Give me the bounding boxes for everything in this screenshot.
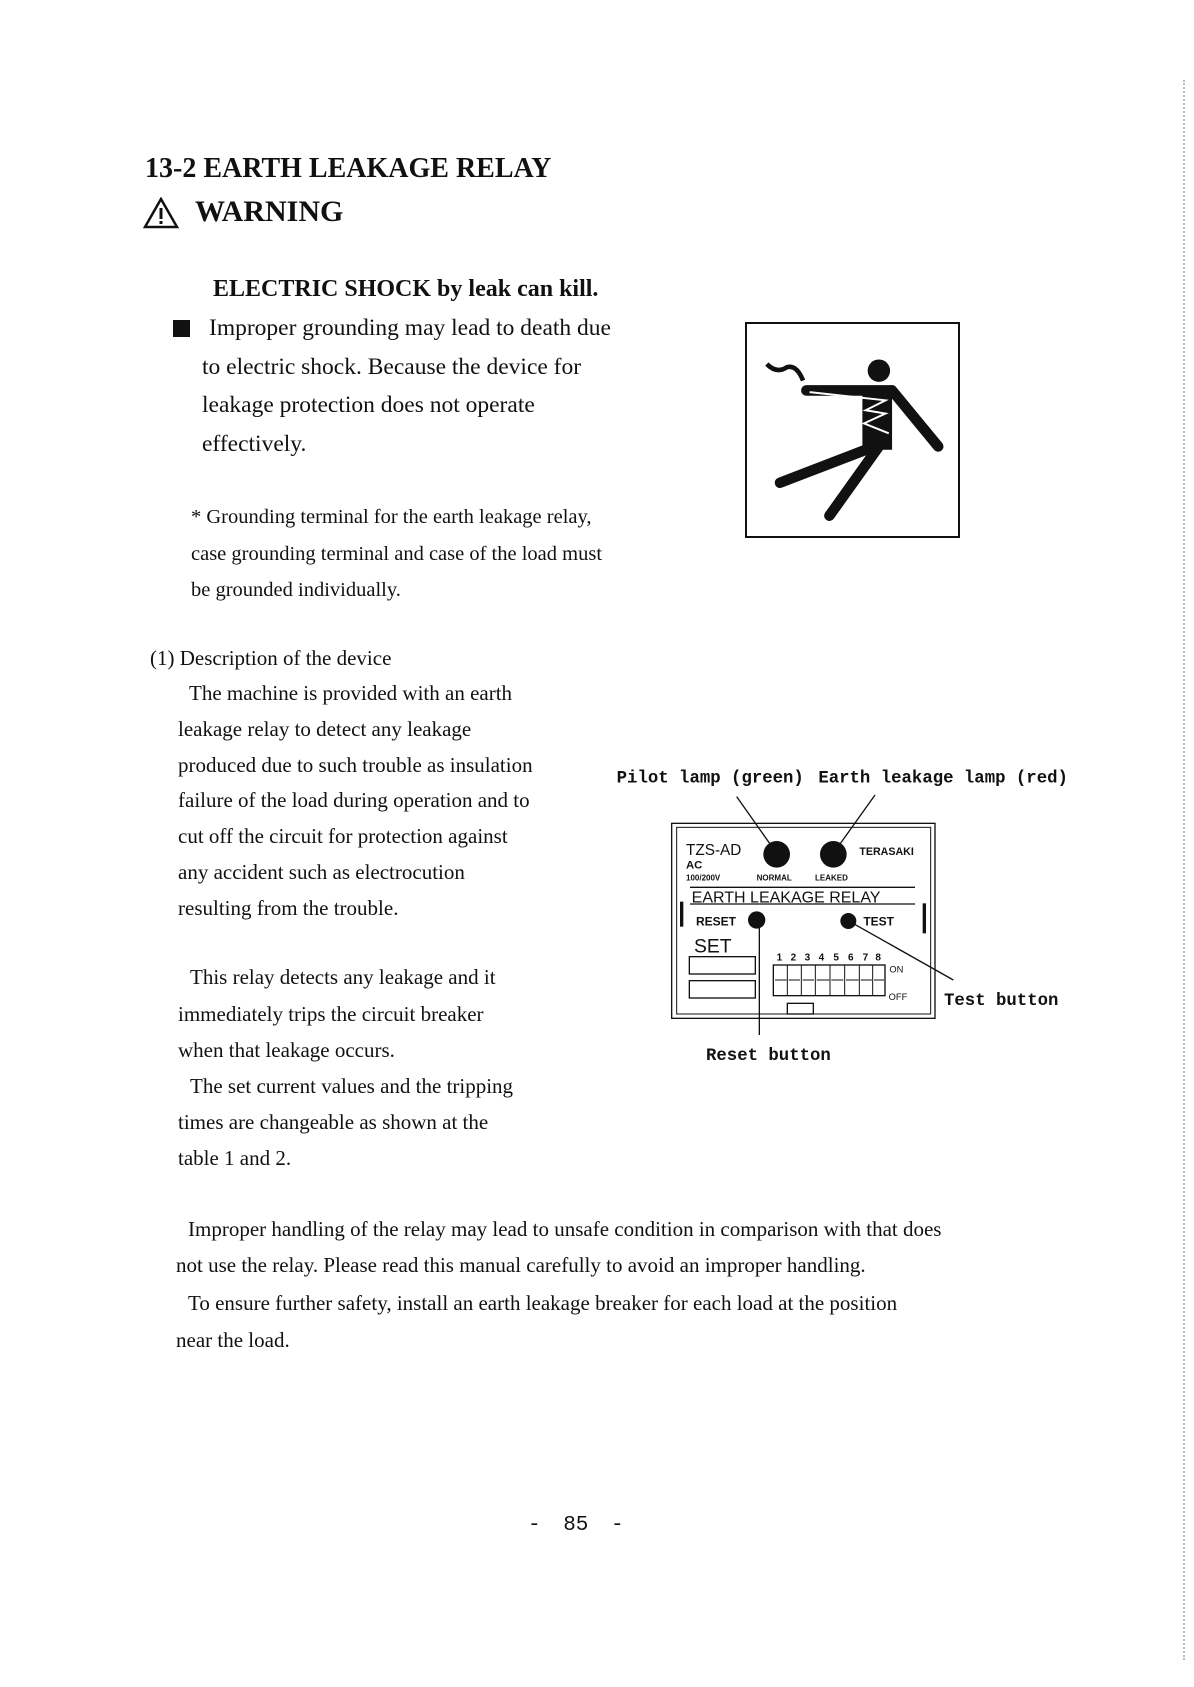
page-edge [1183, 80, 1185, 1660]
bullet-line: effectively. [202, 431, 307, 457]
dip-number: 8 [875, 952, 881, 964]
footer-line: Improper handling of the relay may lead to unsafe condition in comparison with that does [188, 1217, 942, 1241]
reset-button[interactable] [748, 911, 765, 928]
panel-title: EARTH LEAKAGE RELAY [691, 889, 881, 907]
description-line: any accident such as electrocution [178, 860, 465, 884]
description-line: failure of the load during operation and to [178, 788, 530, 812]
dip-number: 3 [804, 952, 811, 964]
section-title: 13-2 EARTH LEAKAGE RELAY [145, 153, 552, 184]
bullet-line: leakage protection does not operate [202, 392, 535, 418]
earth-leakage-lamp-label: Earth leakage lamp (red) [818, 769, 1068, 789]
panel-on: ON [889, 964, 904, 975]
pilot-lamp-label: Pilot lamp (green) [616, 769, 804, 789]
description-line: resulting from the trouble. [178, 896, 399, 920]
electric-shock-icon [747, 324, 958, 536]
bullet-line: to electric shock. Because the device for [202, 354, 582, 380]
footer-line: not use the relay. Please read this manual carefully to avoid an improper handling. [176, 1253, 866, 1277]
dip-switches[interactable] [775, 965, 884, 996]
dip-number: 2 [790, 952, 797, 964]
description-line: immediately trips the circuit breaker [178, 1002, 484, 1026]
panel-test: TEST [863, 914, 895, 929]
description-line: table 1 and 2. [178, 1146, 292, 1170]
reset-button-label: Reset button [706, 1047, 831, 1066]
electric-shock-pictogram [745, 322, 960, 538]
panel-set: SET [694, 936, 732, 958]
dip-number: 5 [833, 952, 839, 964]
note-line: be grounded individually. [191, 579, 401, 601]
panel-model: TZS-AD [686, 842, 742, 859]
description-heading: (1) Description of the device [150, 646, 392, 670]
earth-leakage-lamp [820, 841, 847, 868]
footer-line: near the load. [176, 1328, 290, 1352]
pilot-lamp [763, 841, 790, 868]
panel-normal: NORMAL [756, 873, 792, 883]
dip-number: 4 [818, 952, 825, 964]
description-line: cut off the circuit for protection against [178, 824, 508, 848]
panel-reset: RESET [696, 914, 737, 929]
warning-label: WARNING [195, 195, 344, 228]
bullet-square [173, 320, 190, 337]
relay-diagram [600, 740, 1080, 1070]
note-line: * Grounding terminal for the earth leakage relay, [191, 506, 592, 528]
description-line: leakage relay to detect any leakage [178, 717, 472, 741]
panel-ac: AC [686, 859, 703, 872]
description-line: when that leakage occurs. [178, 1038, 395, 1062]
warning-triangle-icon [143, 197, 179, 229]
hazard-headline: ELECTRIC SHOCK by leak can kill. [213, 276, 599, 302]
description-line: The machine is provided with an earth [189, 681, 513, 705]
page-number: - 85 - [528, 1514, 624, 1537]
test-button[interactable] [840, 913, 856, 929]
note-line: case grounding terminal and case of the load must [191, 543, 603, 565]
dip-number: 6 [848, 952, 854, 964]
dip-number: 7 [862, 952, 869, 964]
description-line: This relay detects any leakage and it [190, 965, 496, 989]
panel-leaked: LEAKED [815, 873, 848, 883]
bullet-line: Improper grounding may lead to death due [209, 315, 611, 341]
description-line: produced due to such trouble as insulation [178, 753, 533, 777]
description-line: times are changeable as shown at the [178, 1110, 489, 1134]
panel-voltage: 100/200V [686, 873, 721, 883]
description-line: The set current values and the tripping [190, 1074, 514, 1098]
panel-off: OFF [888, 992, 908, 1002]
footer-line: To ensure further safety, install an earth leakage breaker for each load at the position [188, 1291, 898, 1315]
panel-brand: TERASAKI [859, 846, 914, 858]
dip-number: 1 [776, 952, 783, 964]
test-button-label: Test button [944, 992, 1059, 1011]
